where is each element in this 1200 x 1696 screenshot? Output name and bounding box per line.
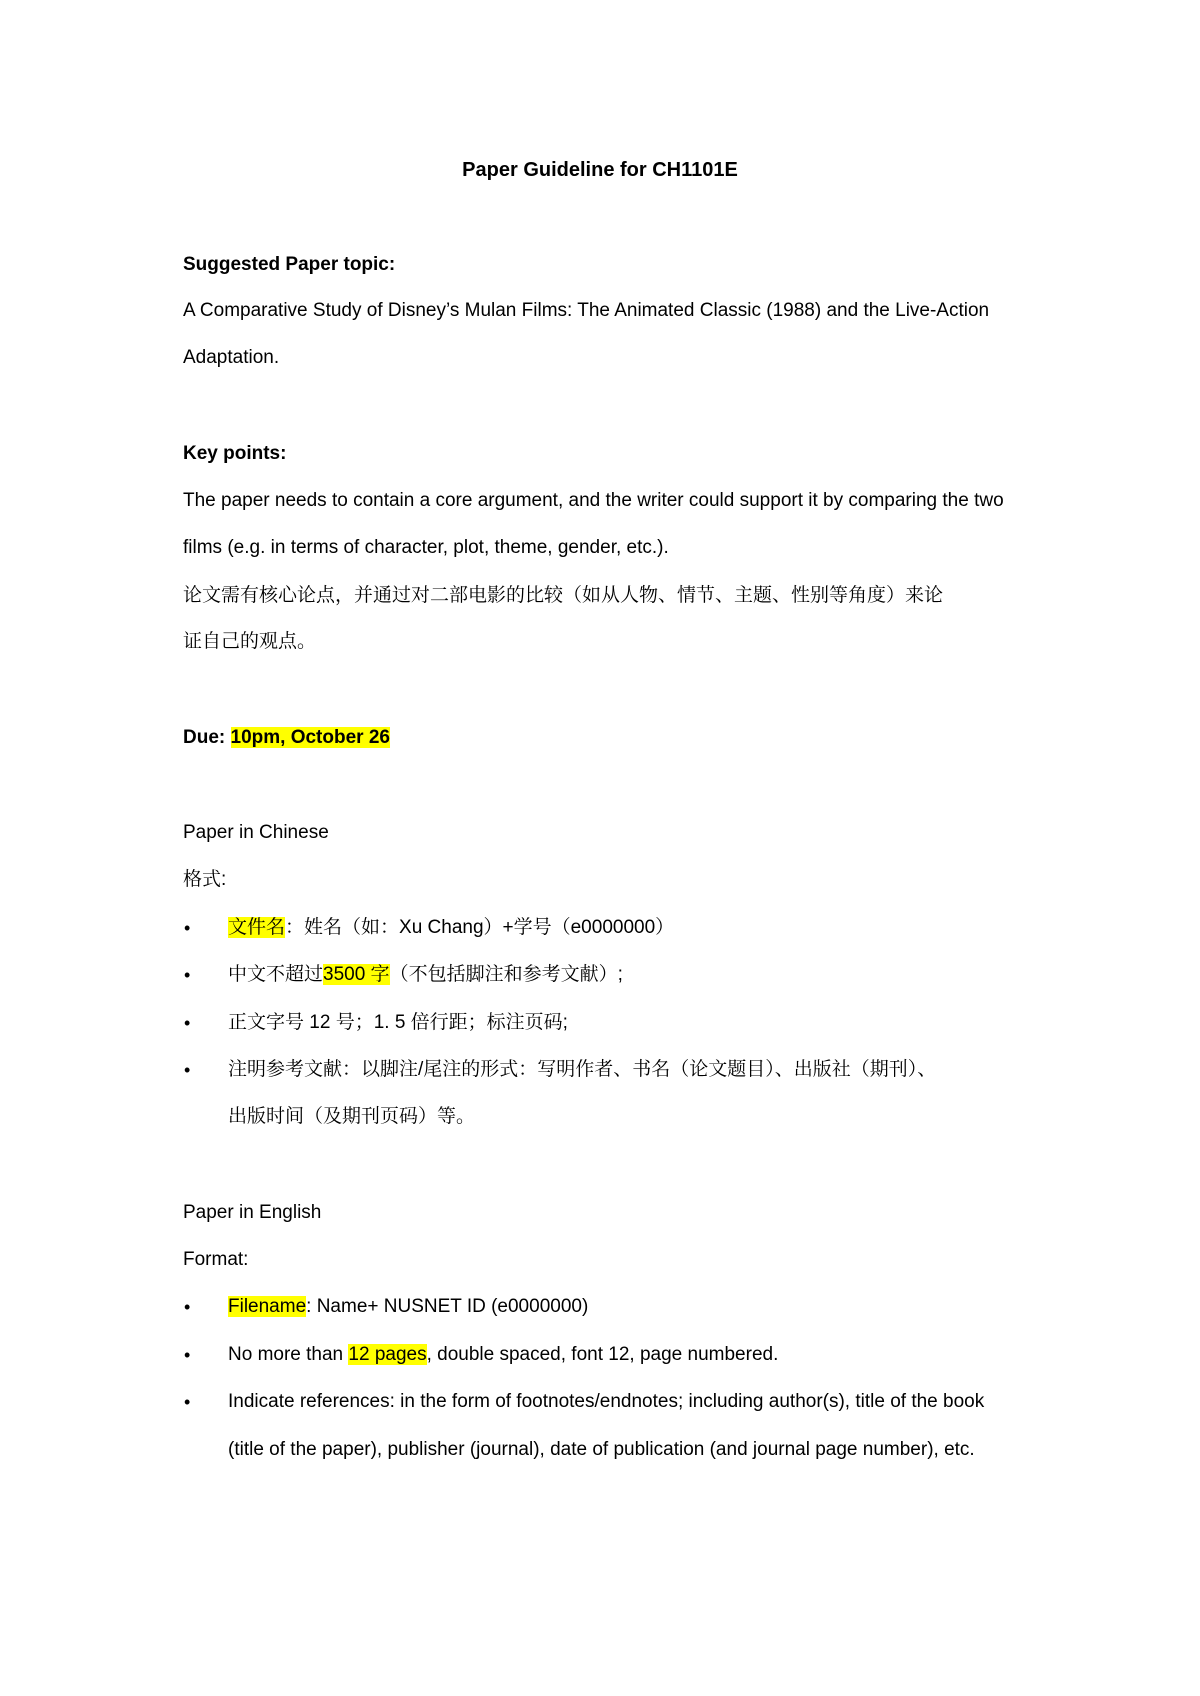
key-points-en-line-1: The paper needs to contain a core argument, and the writer could support it by comparing the two xyxy=(183,490,1004,511)
chinese-bullet-references-line-1: 注明参考文献：以脚注/尾注的形式：写明作者、书名（论文题目）、出版社（期刊）、 xyxy=(228,1059,937,1080)
topic-line-1: A Comparative Study of Disney’s Mulan Films: The Animated Classic (1988) and the Live-Action xyxy=(183,300,990,321)
highlight-filename-zh: 文件名 xyxy=(228,917,286,938)
chinese-bullet-font: 正文字号 12 号；1. 5 倍行距；标注页码; xyxy=(228,1012,568,1033)
bullet-text-rest: （不包括脚注和参考文献）; xyxy=(389,964,623,985)
highlight-length-en: 12 pages xyxy=(348,1344,427,1365)
bullet-icon: • xyxy=(184,1060,191,1080)
topic-line-2: Adaptation. xyxy=(183,347,280,368)
key-points-en-line-2: films (e.g. in terms of character, plot, theme, gender, etc.). xyxy=(183,537,669,558)
chinese-format-label: 格式: xyxy=(183,869,227,890)
bullet-text-rest: : Name+ NUSNET ID (e0000000) xyxy=(306,1296,589,1317)
english-bullet-references-line-1: Indicate references: in the form of footnotes/endnotes; including author(s), title of the book xyxy=(228,1391,985,1412)
bullet-icon: • xyxy=(184,1013,191,1033)
due-label: Due: xyxy=(183,727,226,748)
english-bullet-references-line-2: (title of the paper), publisher (journal), date of publication (and journal page number), etc. xyxy=(228,1439,975,1460)
key-points-zh-line-2: 证自己的观点。 xyxy=(183,631,317,652)
due-line xyxy=(183,724,390,752)
page-title: Paper Guideline for CH1101E xyxy=(462,159,738,181)
highlight-length-zh: 3500 字 xyxy=(323,964,390,985)
key-points-heading: Key points: xyxy=(183,443,287,464)
bullet-icon: • xyxy=(184,1392,191,1412)
english-format-label: Format: xyxy=(183,1249,249,1270)
due-value: 10pm, October 26 xyxy=(230,727,390,748)
key-points-zh-line-1: 论文需有核心论点，并通过对二部电影的比较（如从人物、情节、主题、性别等角度）来论 xyxy=(183,585,944,606)
topic-heading: Suggested Paper topic: xyxy=(183,254,396,275)
bullet-icon: • xyxy=(184,1345,191,1365)
bullet-text-rest: ：姓名（如：Xu Chang）+学号（e0000000） xyxy=(285,917,675,938)
bullet-text-pre: 中文不超过 xyxy=(228,964,324,985)
english-bullet-filename xyxy=(228,1293,588,1321)
bullet-text-pre: No more than xyxy=(228,1344,349,1365)
bullet-text-rest: , double spaced, font 12, page numbered. xyxy=(426,1344,779,1365)
highlight-filename-en: Filename xyxy=(228,1296,307,1317)
chinese-heading: Paper in Chinese xyxy=(183,822,329,843)
bullet-icon: • xyxy=(184,965,191,985)
chinese-bullet-length xyxy=(228,961,623,989)
english-bullet-length xyxy=(228,1341,778,1369)
chinese-bullet-filename xyxy=(228,914,674,942)
english-heading: Paper in English xyxy=(183,1202,322,1223)
chinese-bullet-references-line-2: 出版时间（及期刊页码）等。 xyxy=(228,1106,476,1127)
bullet-icon: • xyxy=(184,1297,191,1317)
bullet-icon: • xyxy=(184,918,191,938)
